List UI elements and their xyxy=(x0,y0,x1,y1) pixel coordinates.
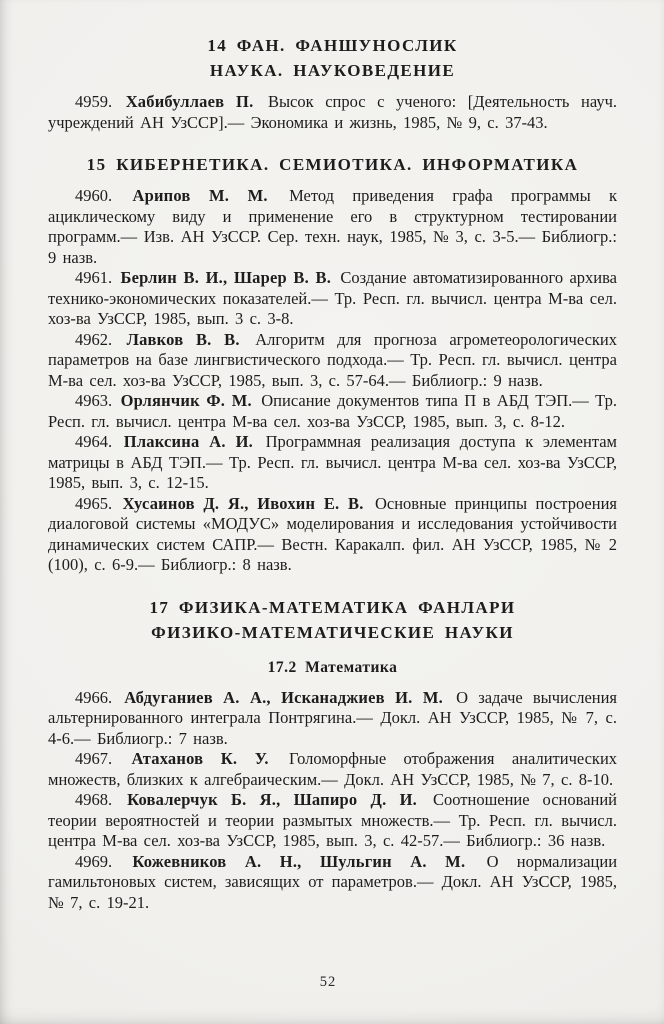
entry-number: 4968. xyxy=(75,790,113,809)
entry-4962 xyxy=(48,330,617,392)
entry-text: Соотношение оснований теории вероятностей и теории размытых множеств.— Тр. Респ. гл. вычисл. центра М-ва сел. хоз-ва УзССР, 1985, вып. 3, с. 42-57.— Библиогр.: 36 назв. xyxy=(48,790,618,850)
entry-authors: Ковалерчук Б. Я., Шапиро Д. И. xyxy=(127,790,417,809)
entry-text: Метод приведения графа программы к ациклическому виду и применение его в структурном тестировании программ.— Изв. АН УзССР. Сер. техн. наук, 1985, № 3, с. 3-5.— Библиогр.: 9 назв. xyxy=(48,186,617,267)
section-17-heading xyxy=(48,595,617,645)
entry-4963 xyxy=(48,391,617,432)
entry-4964 xyxy=(48,432,617,494)
entry-4960 xyxy=(48,186,617,268)
entry-text: Высок спрос с ученого: [Деятельность науч. учреждений АН УзССР].— Экономика и жизнь, 1985, № 9, с. 37-43. xyxy=(48,92,617,132)
page-number: 52 xyxy=(319,974,337,990)
entry-text: Описание документов типа П в АБД ТЭП.— Тр. Респ. гл. вычисл. центра М-ва сел. хоз-ва УзССР, 1985, вып. 3, с. 8-12. xyxy=(48,391,618,431)
entry-authors: Хабибуллаев П. xyxy=(125,92,254,111)
entry-authors: Берлин В. И., Шарер В. В. xyxy=(120,268,332,287)
entry-number: 4959. xyxy=(75,92,113,111)
entry-4959 xyxy=(48,92,617,133)
entry-number: 4962. xyxy=(75,329,113,349)
entry-number: 4961. xyxy=(75,268,113,287)
entry-authors: Атаханов К. У. xyxy=(131,749,269,768)
entry-authors: Хусаинов Д. Я., Ивохин Е. В. xyxy=(122,493,364,513)
entry-authors: Кожевников А. Н., Шульгин А. М. xyxy=(132,851,466,871)
section-15-heading xyxy=(48,152,617,177)
entry-4967 xyxy=(48,749,617,790)
entry-number: 4966. xyxy=(75,687,113,707)
entry-authors: Орлянчик Ф. М. xyxy=(120,391,252,410)
entry-4966 xyxy=(48,688,617,750)
entry-number: 4963. xyxy=(75,391,113,410)
entry-number: 4969. xyxy=(75,851,113,871)
entry-authors: Арипов М. М. xyxy=(132,186,268,205)
entry-authors: Лавков В. В. xyxy=(126,329,240,349)
entry-number: 4960. xyxy=(75,186,113,205)
entry-4961 xyxy=(48,268,617,330)
entry-text: Основные принципы построения диалоговой системы «МОДУС» моделирования и исследования устойчивости динамических систем САПР.— Вестн. Каракалп. фил. АН УзССР, 1985, № 2 (100), с. 6-9.— Библиогр.: 8 назв. xyxy=(48,493,617,574)
entry-text: Голоморфные отображения аналитических множеств, близких к алгебраическим.— Докл. АН УзССР, 1985, № 7, с. 8-10. xyxy=(48,749,618,789)
entry-number: 4967. xyxy=(75,749,113,768)
section-heading-line-uzbek: 17 ФИЗИКА-МАТЕМАТИКА ФАНЛАРИ xyxy=(149,597,516,617)
entry-text: О нормализации гамильтоновых систем, зависящих от параметров.— Докл. АН УзССР, 1985, № 7, с. 19-21. xyxy=(48,851,618,912)
section-14-heading xyxy=(48,33,617,83)
entry-number: 4964. xyxy=(75,432,113,451)
entry-number: 4965. xyxy=(75,493,113,513)
entry-text: О задаче вычисления альтернированного интеграла Понтрягина.— Докл. АН УзССР, 1985, № 7, с. 4-6.— Библиогр.: 7 назв. xyxy=(48,687,618,748)
entry-4969 xyxy=(48,852,617,914)
entry-text: Алгоритм для прогноза агрометеорологических параметров на базе лингвистического подхода.— Тр. Респ. гл. вычисл. центра М-ва сел. хоз-ва УзССР, 1985, вып. 3, с. 57-64.— Библиогр.: 9 назв. xyxy=(48,329,618,390)
entry-4968 xyxy=(48,790,617,852)
subsection-17-2-heading: 17.2 Математика xyxy=(267,658,398,676)
entry-authors: Абдуганиев А. А., Исканаджиев И. М. xyxy=(124,687,443,707)
entry-4965 xyxy=(48,494,617,576)
section-heading-line-russian: ФИЗИКО-МАТЕМАТИЧЕСКИЕ НАУКИ xyxy=(151,622,514,642)
entry-text: Создание автоматизированного архива технико-экономических показателей.— Тр. Респ. гл. вычисл. центра М-ва сел. хоз-ва УзССР, 1985, вып. 3 с. 3-8. xyxy=(48,268,617,328)
entry-authors: Плаксина А. И. xyxy=(123,432,253,451)
section-heading-line-uzbek: 14 ФАН. ФАНШУНОСЛИК xyxy=(207,36,458,55)
section-heading-line-russian: НАУКА. НАУКОВЕДЕНИЕ xyxy=(209,61,456,80)
section-heading-line: 15 КИБЕРНЕТИКА. СЕМИОТИКА. ИНФОРМАТИКА xyxy=(86,155,579,174)
entry-text: Программная реализация доступа к элементам матрицы в АБД ТЭП.— Тр. Респ. гл. вычисл. центра М-ва сел. хоз-ва УзССР, 1985, вып. 3, с. 12-15. xyxy=(48,432,617,492)
